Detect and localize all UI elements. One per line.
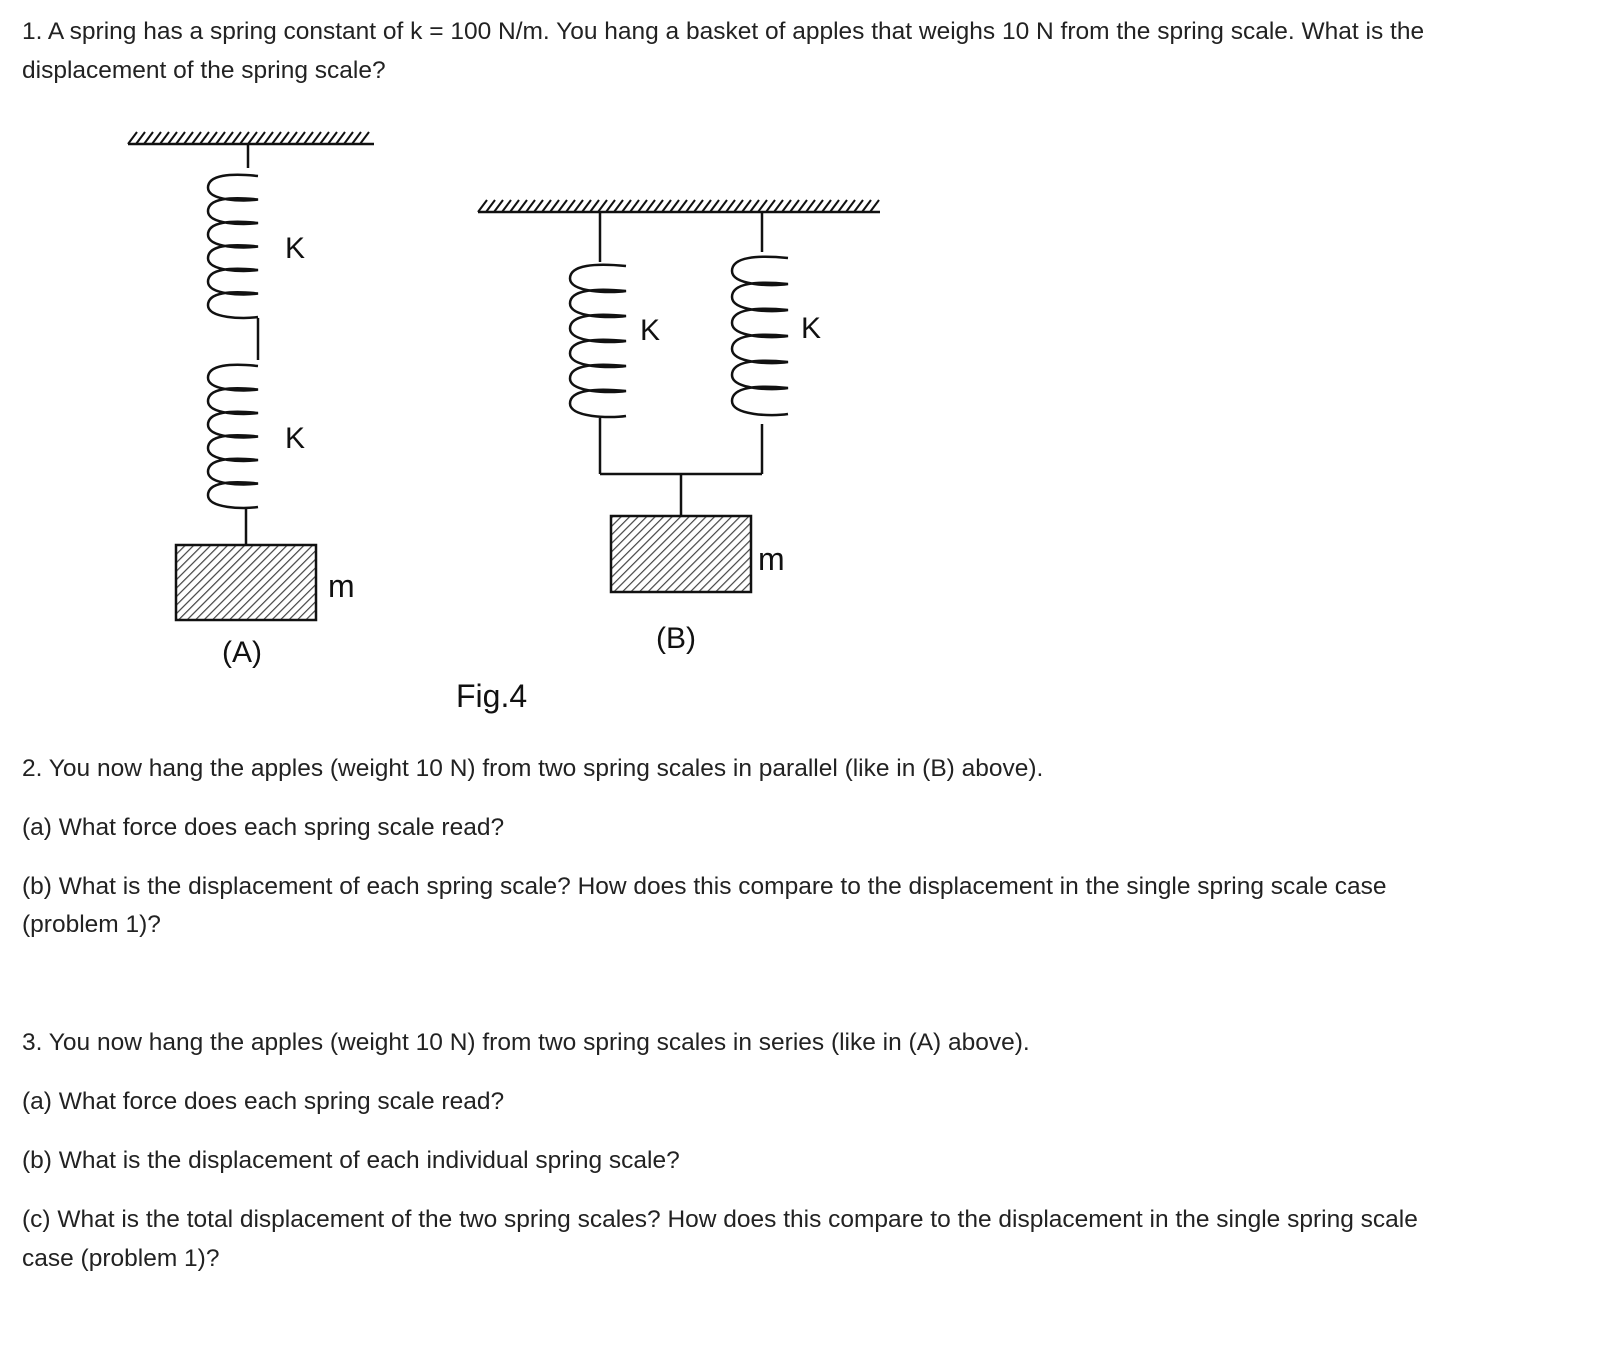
spring-a-top-k-label: K: [285, 232, 306, 265]
spring-a-bottom: [208, 365, 258, 508]
mass-b-label: m: [758, 541, 785, 577]
question-3c-line-2: case (problem 1)?: [22, 1245, 220, 1272]
question-2-intro: 2. You now hang the apples (weight 10 N) from two spring scales in parallel (like in (B) above).: [22, 755, 1044, 782]
mass-block-a: [176, 545, 316, 620]
question-2b-line-2: (problem 1)?: [22, 911, 161, 938]
question-2a: (a) What force does each spring scale read?: [22, 814, 505, 841]
spring-b-right: [732, 257, 788, 415]
spring-b-right-k-label: K: [801, 312, 822, 345]
question-2b-line-1: (b) What is the displacement of each spring scale? How does this compare to the displacement in the single spring scale case: [22, 873, 1387, 900]
mass-block-b: [611, 516, 751, 592]
question-3b: (b) What is the displacement of each individual spring scale?: [22, 1147, 680, 1174]
question-1-line-1: 1. A spring has a spring constant of k = 100 N/m. You hang a basket of apples that weighs 10 N from the spring scale. What is the: [22, 18, 1425, 45]
diagram-a-label: (A): [222, 636, 262, 669]
diagram-a: [128, 132, 374, 669]
diagram-b-label: (B): [656, 622, 696, 655]
question-1-line-2: displacement of the spring scale?: [22, 57, 386, 84]
question-3-intro: 3. You now hang the apples (weight 10 N) from two spring scales in series (like in (A) above).: [22, 1029, 1030, 1056]
spring-b-left-k-label: K: [640, 314, 661, 347]
spring-b-left: [570, 265, 626, 417]
diagram-b: [478, 200, 880, 655]
spring-a-bottom-k-label: K: [285, 422, 306, 455]
figure-caption: Fig.4: [456, 678, 528, 714]
question-3c-line-1: (c) What is the total displacement of the two spring scales? How does this compare to the displacement in the single spring scale: [22, 1206, 1418, 1233]
spring-a-top: [208, 175, 258, 318]
mass-a-label: m: [328, 568, 355, 604]
ceiling-a: [128, 132, 374, 144]
ceiling-b: [478, 200, 880, 212]
question-3a: (a) What force does each spring scale read?: [22, 1088, 505, 1115]
